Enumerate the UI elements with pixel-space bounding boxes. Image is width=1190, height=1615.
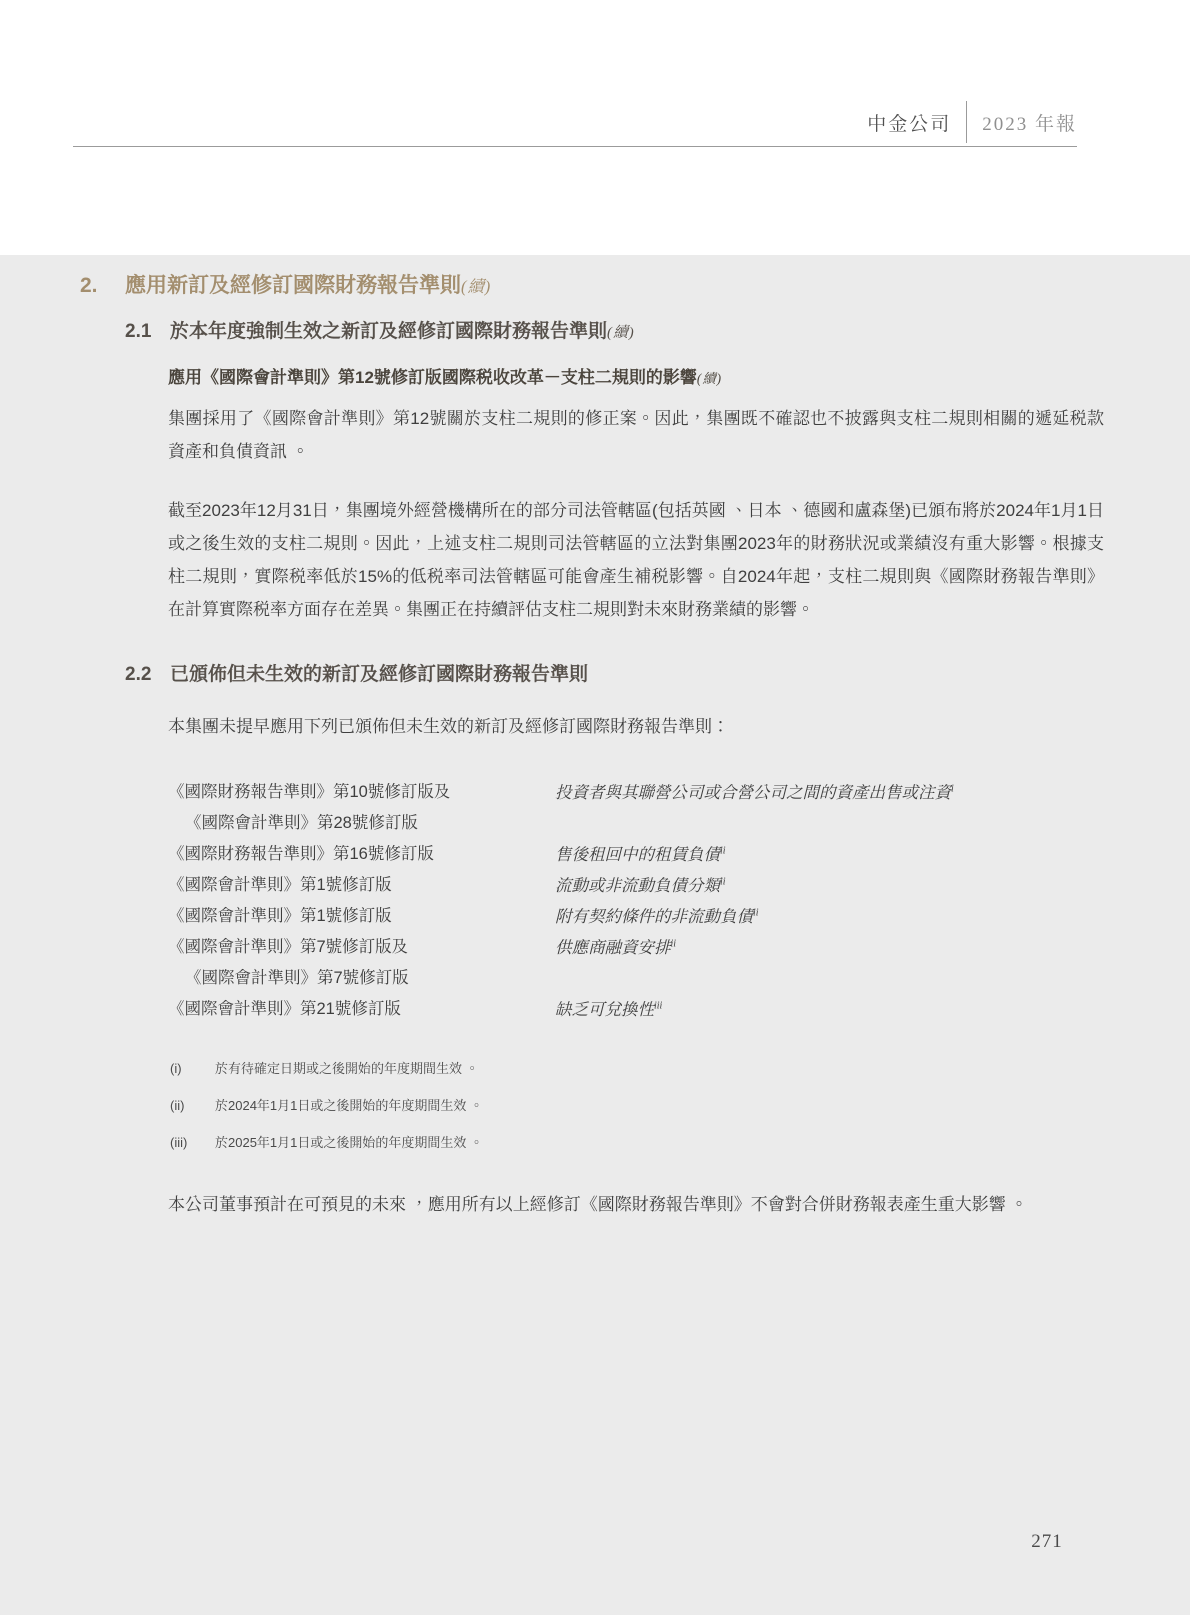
footnote [170,1059,1190,1078]
standard-description [555,932,1104,963]
section-2-1-continued-marker: (續) [607,325,635,341]
standard-name [168,777,555,839]
section-2-1-title [170,318,635,347]
standard-description-text: 流動或非流動負債分類 [555,876,720,895]
footnote-text: 於2024年1月1日或之後開始的年度期間生效 。 [215,1098,483,1113]
section-2-number: 2. [80,274,98,297]
standard-name-line-1: 《國際會計準則》第21號修訂版 [168,1000,401,1018]
standards-row [168,901,1104,932]
standard-description-text: 缺乏可兌換性 [555,1000,654,1019]
pillar-two-continued-marker: (續) [696,371,722,386]
standard-name-line-1: 《國際會計準則》第1號修訂版 [168,876,392,894]
section-2-1-heading [125,318,1190,347]
standard-description [555,901,1104,932]
pillar-two-subheading-text: 應用《國際會計準則》第12號修訂版國際税收改革－支柱二規則的影響 [168,368,697,387]
running-header [867,100,1077,144]
footnote-reference: ii [670,938,677,950]
footnote-label: (i) [170,1061,182,1076]
footnote-label: (iii) [170,1135,188,1150]
standards-row [168,870,1104,901]
standard-description-text: 附有契約條件的非流動負債 [555,907,753,926]
section-2-2-number: 2.2 [125,664,152,685]
standard-name [168,994,555,1025]
company-name: 中金公司 [867,113,952,135]
standards-list [168,777,1104,1025]
section-2-title-text: 應用新訂及經修訂國際財務報告準則 [125,274,461,297]
footnote [170,1133,1190,1152]
footnotes [170,1059,1190,1152]
standard-description-text: 投資者與其聯營公司或合營公司之間的資產出售或注資 [555,783,951,802]
standards-row [168,839,1104,870]
footnote-reference: ii [720,876,726,888]
section-2-heading [80,271,1190,302]
standard-description [555,839,1104,870]
standards-intro-paragraph: 本集團未提早應用下列已頒佈但未生效的新訂及經修訂國際財務報告準則： [168,717,729,736]
standards-row [168,777,1104,839]
standard-name-line-1: 《國際財務報告準則》第10號修訂版及 [168,783,451,801]
standard-name [168,932,555,994]
standard-name-line-1: 《國際財務報告準則》第16號修訂版 [168,845,434,863]
section-2-title [125,271,491,302]
footnote-reference: ii [753,907,759,919]
standard-description [555,777,1104,808]
footnote-reference: i [951,783,954,795]
standard-name-line-2: 《國際會計準則》第28號修訂版 [185,814,418,832]
standard-description [555,870,1104,901]
content-band [0,255,1190,1615]
header-rule [73,146,1077,147]
pillar-two-paragraph-2: 截至2023年12月31日，集團境外經營機構所在的部分司法管轄區(包括英國 、日本 、德國和盧森堡)已頒布將於2024年1月1日或之後生效的支柱二規則。因此，上述支柱二規則司法管轄區的立法對集團2023年的財務狀況或業績沒有重大影響。根據支柱二規則，實際税率低於15%的低税率司法管轄區可能會產生補税影響。自2024年起，支柱二規則與《國際財務報告準則》在計算實際税率方面存在差異。集團正在持續評估支柱二規則對未來財務業績的影響。 [168,501,1104,619]
section-2-2-title: 已頒佈但未生效的新訂及經修訂國際財務報告準則 [170,664,589,685]
footnote-reference: ii [720,845,726,857]
standards-row [168,994,1104,1025]
footnote-text: 於2025年1月1日或之後開始的年度期間生效 。 [215,1135,483,1150]
standards-row [168,932,1104,994]
pillar-two-subheading [168,365,1100,392]
page-top-band [0,0,1190,255]
section-2-2-heading [125,661,1190,689]
standard-name-line-1: 《國際會計準則》第1號修訂版 [168,907,392,925]
footnote-text: 於有待確定日期或之後開始的年度期間生效 。 [215,1061,479,1076]
standard-name [168,839,555,870]
standard-description-text: 售後租回中的租賃負債 [555,845,720,864]
standard-name-line-2: 《國際會計準則》第7號修訂版 [185,969,409,987]
report-year: 2023 年報 [982,113,1077,135]
standard-description [555,994,1104,1025]
section-2-continued-marker: (續) [461,277,492,296]
pillar-two-paragraph-1: 集團採用了《國際會計準則》第12號關於支柱二規則的修正案。因此，集團既不確認也不披露與支柱二規則相關的遞延税款資產和負債資訊 。 [168,409,1104,461]
footnote [170,1096,1190,1115]
standard-description-text: 供應商融資安排 [555,938,671,957]
footnote-label: (ii) [170,1098,185,1113]
section-2-1-title-text: 於本年度強制生效之新訂及經修訂國際財務報告準則 [170,321,608,342]
section-2-1-number: 2.1 [125,321,152,342]
closing-paragraph: 本公司董事預計在可預見的未來 ，應用所有以上經修訂《國際財務報告準則》不會對合併財務報表產生重大影響 。 [168,1195,1028,1214]
standard-name-line-1: 《國際會計準則》第7號修訂版及 [168,938,409,956]
standard-name [168,901,555,932]
page-number: 271 [1031,1531,1063,1552]
standard-name [168,870,555,901]
footnote-reference: iii [654,1000,663,1012]
